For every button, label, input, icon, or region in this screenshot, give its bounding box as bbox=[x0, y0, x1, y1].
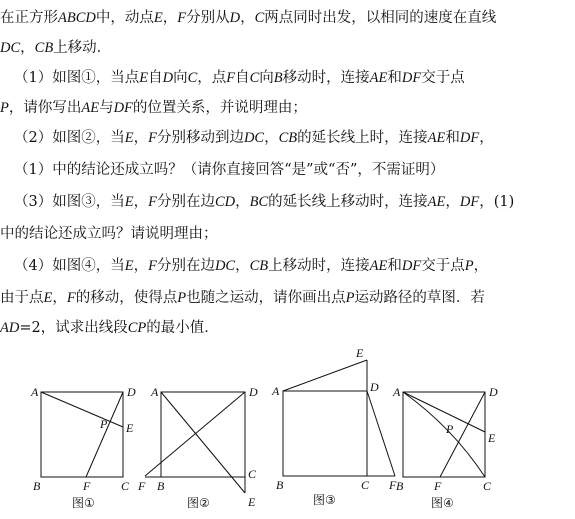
figure-3 bbox=[283, 360, 395, 476]
text: 上移动时，连接 bbox=[268, 258, 370, 274]
var: AE bbox=[369, 258, 388, 274]
text: ， bbox=[52, 290, 67, 306]
var: DF bbox=[401, 258, 422, 274]
text: 交于点 bbox=[421, 70, 465, 86]
text: 自 bbox=[235, 70, 250, 86]
text: 分别从 bbox=[186, 10, 230, 26]
text: 向 bbox=[173, 70, 188, 86]
var: E bbox=[124, 194, 134, 210]
var: P bbox=[345, 290, 355, 306]
label-c: C bbox=[483, 479, 492, 493]
label-a: A bbox=[31, 385, 39, 399]
figure-1 bbox=[41, 392, 123, 477]
text: ， bbox=[20, 40, 35, 56]
caption-figure-2: 图② bbox=[187, 496, 210, 510]
text: 的最小值． bbox=[146, 320, 219, 336]
square bbox=[283, 391, 367, 476]
text: ， bbox=[479, 130, 494, 146]
text: 在正方形 bbox=[0, 10, 58, 26]
var: P bbox=[177, 290, 187, 306]
label-d: D bbox=[249, 385, 258, 399]
caption-figure-4: 图④ bbox=[431, 496, 454, 510]
caption-figure-3: 图③ bbox=[313, 493, 336, 507]
label-f: F bbox=[138, 479, 146, 493]
label-b: B bbox=[33, 479, 41, 493]
var: BC bbox=[249, 194, 269, 210]
var-d: D bbox=[229, 10, 241, 26]
label-d: D bbox=[127, 385, 136, 399]
text: ，点 bbox=[197, 70, 227, 86]
text: 由于点 bbox=[0, 290, 44, 306]
text: 分别移动到边 bbox=[156, 130, 244, 146]
text: ， bbox=[264, 130, 279, 146]
label-c: C bbox=[361, 478, 370, 492]
text: ， bbox=[235, 194, 250, 210]
text: ， bbox=[133, 258, 149, 274]
var: DC bbox=[243, 130, 265, 146]
label-e: E bbox=[126, 421, 134, 435]
var: DC bbox=[214, 258, 236, 274]
figure-2 bbox=[145, 392, 245, 493]
label-p: P bbox=[100, 417, 108, 431]
text: ，请你写出 bbox=[8, 100, 82, 116]
text: 的位置关系，并说明理由； bbox=[132, 100, 307, 116]
var: F bbox=[66, 290, 76, 306]
var: CB bbox=[249, 258, 269, 274]
text: 分别在边 bbox=[156, 194, 215, 210]
text: 自 bbox=[148, 70, 163, 86]
var-dc: DC bbox=[0, 40, 21, 56]
var: P bbox=[464, 258, 474, 274]
var: DF bbox=[113, 100, 133, 116]
label-b: B bbox=[157, 479, 165, 493]
var: B bbox=[273, 70, 283, 86]
label-f: F bbox=[434, 479, 442, 493]
var: F bbox=[148, 258, 157, 274]
text: 的移动，使得点 bbox=[75, 290, 178, 306]
segment-ae bbox=[161, 392, 245, 493]
text: 和 bbox=[387, 70, 402, 86]
text: 中，动点 bbox=[95, 10, 154, 26]
text: 也随之运动，请你画出点 bbox=[186, 290, 346, 306]
text: ， bbox=[133, 194, 149, 210]
text: 和 bbox=[445, 130, 460, 146]
text: 运动路径的草图．若 bbox=[354, 290, 485, 306]
var-cb: CB bbox=[34, 40, 54, 56]
var-abcd: ABCD bbox=[58, 10, 96, 26]
text: （1）如图①，当点 bbox=[14, 70, 140, 86]
caption-figure-1: 图① bbox=[72, 496, 95, 510]
var-e: E bbox=[153, 10, 163, 26]
var: CP bbox=[127, 320, 147, 336]
var-f: F bbox=[177, 10, 187, 26]
label-c: C bbox=[248, 467, 257, 481]
text: （3）如图③，当 bbox=[14, 194, 125, 210]
segment-df bbox=[86, 392, 123, 477]
var: E bbox=[124, 130, 134, 146]
text: 上移动． bbox=[53, 40, 112, 56]
text: ， bbox=[445, 194, 460, 210]
var: DF bbox=[459, 194, 480, 210]
var-c: C bbox=[254, 10, 265, 26]
var: AD bbox=[0, 320, 20, 336]
label-p: P bbox=[446, 422, 454, 436]
label-e: E bbox=[488, 431, 496, 445]
var: F bbox=[226, 70, 236, 86]
text: 分别在边 bbox=[156, 258, 215, 274]
label-b: B bbox=[276, 478, 284, 492]
label-a: A bbox=[151, 385, 159, 399]
var: DF bbox=[459, 130, 480, 146]
text: 与 bbox=[99, 100, 114, 116]
label-e: E bbox=[248, 495, 256, 509]
label-e: E bbox=[356, 346, 364, 360]
segment-df bbox=[145, 392, 245, 476]
text: ， bbox=[473, 258, 489, 274]
text: ， bbox=[133, 130, 149, 146]
var: CD bbox=[214, 194, 236, 210]
label-f: F bbox=[83, 479, 91, 493]
var: C bbox=[249, 70, 260, 86]
text: =2，试求出线段 bbox=[19, 320, 128, 336]
square bbox=[161, 392, 245, 477]
var: D bbox=[162, 70, 174, 86]
var: E bbox=[139, 70, 149, 86]
segment-ae bbox=[41, 392, 123, 427]
var: F bbox=[148, 130, 157, 146]
label-b: B bbox=[396, 479, 404, 493]
label-a: A bbox=[272, 384, 280, 398]
segment-ae bbox=[283, 360, 367, 391]
var: AE bbox=[427, 194, 446, 210]
segment-df bbox=[367, 391, 395, 476]
label-d: D bbox=[370, 380, 379, 394]
text: 的延长线上时，连接 bbox=[297, 130, 428, 146]
var: CB bbox=[278, 130, 298, 146]
text: ， bbox=[235, 258, 250, 274]
text: ， bbox=[162, 10, 178, 26]
var: P bbox=[0, 100, 9, 116]
var: C bbox=[187, 70, 198, 86]
text: 移动时，连接 bbox=[282, 70, 370, 86]
text: （4）如图④，当 bbox=[14, 258, 125, 274]
path-of-p bbox=[403, 392, 485, 477]
label-c: C bbox=[121, 479, 130, 493]
text: 两点同时出发，以相同的速度在直线 bbox=[264, 10, 497, 26]
var: F bbox=[148, 194, 157, 210]
text: 的延长线上移动时，连接 bbox=[268, 194, 428, 210]
text: （1）中的结论还成立吗？（请你直接回答“是”或“否”，不需证明） bbox=[14, 162, 445, 178]
figure-4 bbox=[403, 392, 485, 477]
text: ，(1) bbox=[479, 194, 515, 210]
text: ， bbox=[240, 10, 255, 26]
text: （2）如图②，当 bbox=[14, 130, 125, 146]
text: 交于点 bbox=[421, 258, 465, 274]
text: 和 bbox=[387, 258, 402, 274]
var: DF bbox=[401, 70, 422, 86]
text: 向 bbox=[259, 70, 274, 86]
var: AE bbox=[369, 70, 388, 86]
var: E bbox=[43, 290, 53, 306]
var: E bbox=[124, 258, 134, 274]
label-d: D bbox=[489, 385, 498, 399]
square bbox=[41, 392, 123, 477]
var: AE bbox=[427, 130, 446, 146]
var: AE bbox=[81, 100, 100, 116]
label-a: A bbox=[393, 385, 401, 399]
text: 中的结论还成立吗？请说明理由； bbox=[0, 226, 218, 242]
label-f: F bbox=[389, 478, 397, 492]
square bbox=[403, 392, 485, 477]
